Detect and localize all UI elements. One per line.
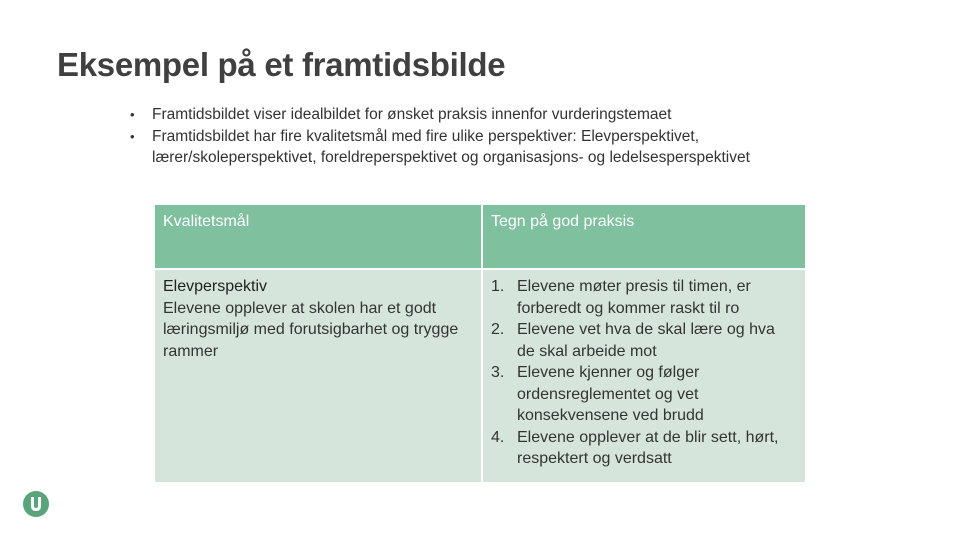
slide-title: Eksempel på et framtidsbilde — [57, 46, 506, 83]
practice-item — [491, 427, 797, 470]
bullet-item — [130, 126, 820, 169]
practice-number: 2. — [491, 321, 505, 338]
practice-number: 3. — [491, 364, 505, 381]
practice-text: Elevene møter presis til timen, er forberedt og kommer raskt til ro — [517, 278, 751, 317]
practice-text: Elevene opplever at de blir sett, hørt, respektert og verdsatt — [517, 428, 779, 467]
u-logo-icon — [22, 490, 50, 518]
good-practice-cell — [482, 269, 806, 483]
perspective-heading: Elevperspektiv — [163, 278, 268, 295]
quality-table — [153, 203, 807, 484]
practice-list — [491, 276, 797, 470]
bullet-dot-icon: • — [130, 107, 135, 122]
header-good-practice: Tegn på god praksis — [482, 204, 806, 269]
table-header-row — [154, 204, 806, 269]
table-row — [154, 269, 806, 483]
bullet-text: Framtidsbildet viser idealbildet for ønsket praksis innenfor vurderingstemaet — [152, 106, 672, 123]
practice-item — [491, 319, 797, 362]
bullet-list — [130, 104, 820, 169]
header-quality-goal: Kvalitetsmål — [154, 204, 482, 269]
bullet-text: Framtidsbildet har fire kvalitetsmål med fire ulike perspektiver: Elevperspektivet, lærer/skoleperspektivet, foreldreperspektivet og organisasjons- og ledelsesperspektivet — [152, 127, 750, 166]
perspective-description: Elevene opplever at skolen har et godt læringsmiljø med forutsigbarhet og trygge rammer — [163, 299, 459, 360]
practice-text: Elevene kjenner og følger ordensreglementet og vet konsekvensene ved brudd — [517, 364, 704, 424]
practice-item — [491, 276, 797, 319]
practice-item — [491, 362, 797, 427]
practice-number: 1. — [491, 278, 505, 295]
practice-text: Elevene vet hva de skal lære og hva de skal arbeide mot — [517, 321, 775, 360]
bullet-dot-icon: • — [130, 128, 135, 144]
practice-number: 4. — [491, 428, 505, 446]
bullet-item — [130, 104, 820, 126]
quality-goal-cell — [154, 269, 482, 483]
